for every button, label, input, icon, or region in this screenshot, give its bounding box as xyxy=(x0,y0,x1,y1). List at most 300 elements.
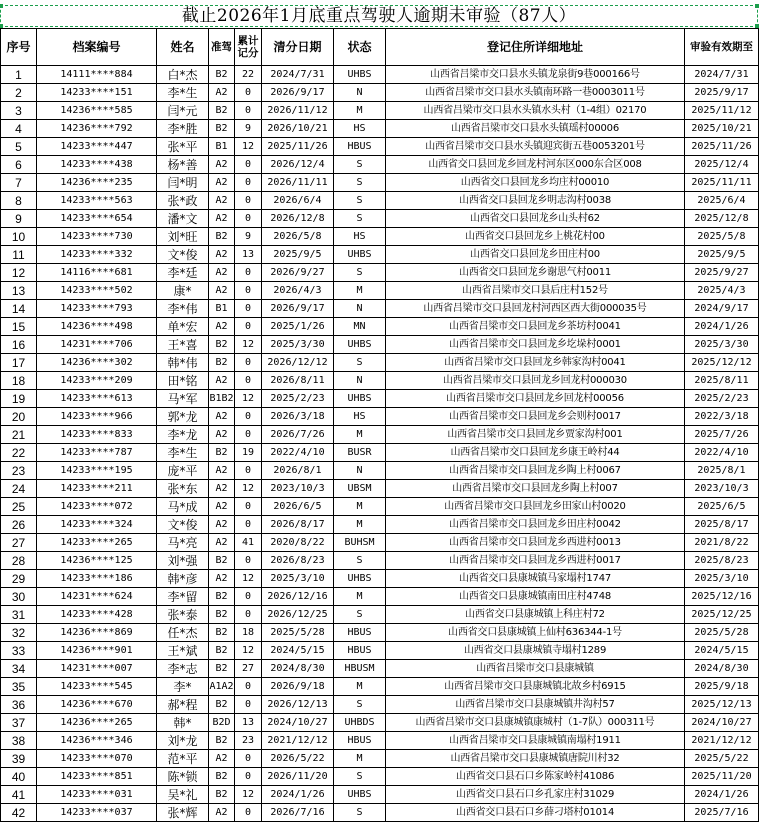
cell-valid-until[interactable]: 2024/1/26 xyxy=(685,786,759,804)
cell-license[interactable]: A2 xyxy=(209,84,235,102)
header-valid-until[interactable]: 审验有效期至 xyxy=(685,29,759,66)
cell-address[interactable]: 山西省吕梁市交口县回龙乡西进村0013 xyxy=(386,534,685,552)
header-seq[interactable]: 序号 xyxy=(1,29,37,66)
cell-address[interactable]: 山西省吕梁市交口县康城镇唐院川村32 xyxy=(386,750,685,768)
cell-clear-date[interactable]: 2026/12/8 xyxy=(262,210,334,228)
cell-file-no[interactable]: 14233****966 xyxy=(37,408,157,426)
cell-license[interactable]: A2 xyxy=(209,516,235,534)
cell-seq[interactable]: 37 xyxy=(1,714,37,732)
cell-points[interactable]: 27 xyxy=(235,660,262,678)
cell-points[interactable]: 0 xyxy=(235,300,262,318)
cell-clear-date[interactable]: 2026/9/17 xyxy=(262,84,334,102)
cell-seq[interactable]: 15 xyxy=(1,318,37,336)
cell-clear-date[interactable]: 2026/11/11 xyxy=(262,174,334,192)
cell-address[interactable]: 山西省吕梁市交口县康城镇北故乡村6915 xyxy=(386,678,685,696)
cell-points[interactable]: 13 xyxy=(235,714,262,732)
cell-clear-date[interactable]: 2026/11/20 xyxy=(262,768,334,786)
cell-address[interactable]: 山西省吕梁市交口县回龙乡陶上村007 xyxy=(386,480,685,498)
cell-address[interactable]: 山西省吕梁市交口县水头镇龙泉街9巷000166号 xyxy=(386,66,685,84)
cell-seq[interactable]: 4 xyxy=(1,120,37,138)
cell-points[interactable]: 0 xyxy=(235,462,262,480)
cell-valid-until[interactable]: 2025/6/4 xyxy=(685,192,759,210)
cell-address[interactable]: 山西省吕梁市交口县后庄村152号 xyxy=(386,282,685,300)
cell-file-no[interactable]: 14233****545 xyxy=(37,678,157,696)
cell-name[interactable]: 李*生 xyxy=(157,444,209,462)
cell-name[interactable]: 杨*善 xyxy=(157,156,209,174)
cell-name[interactable]: 康* xyxy=(157,282,209,300)
cell-file-no[interactable]: 14236****670 xyxy=(37,696,157,714)
cell-status[interactable]: HS xyxy=(334,120,386,138)
cell-address[interactable]: 山西省吕梁市交口县回龙乡茶坊村0041 xyxy=(386,318,685,336)
cell-status[interactable]: N xyxy=(334,372,386,390)
cell-license[interactable]: B2 xyxy=(209,102,235,120)
cell-points[interactable]: 23 xyxy=(235,732,262,750)
header-address[interactable]: 登记住所详细地址 xyxy=(386,29,685,66)
cell-file-no[interactable]: 14233****730 xyxy=(37,228,157,246)
cell-status[interactable]: M xyxy=(334,516,386,534)
cell-file-no[interactable]: 14233****151 xyxy=(37,84,157,102)
cell-seq[interactable]: 12 xyxy=(1,264,37,282)
cell-clear-date[interactable]: 2026/8/17 xyxy=(262,516,334,534)
cell-license[interactable]: B2 xyxy=(209,552,235,570)
cell-status[interactable]: S xyxy=(334,354,386,372)
cell-license[interactable]: A2 xyxy=(209,804,235,822)
cell-address[interactable]: 山西省吕梁市交口县回龙村河西区西大街000035号 xyxy=(386,300,685,318)
cell-license[interactable]: A2 xyxy=(209,750,235,768)
cell-valid-until[interactable]: 2024/5/15 xyxy=(685,642,759,660)
cell-points[interactable]: 0 xyxy=(235,156,262,174)
cell-status[interactable]: UHBS xyxy=(334,570,386,588)
cell-valid-until[interactable]: 2025/10/21 xyxy=(685,120,759,138)
cell-seq[interactable]: 18 xyxy=(1,372,37,390)
cell-name[interactable]: 单*宏 xyxy=(157,318,209,336)
cell-name[interactable]: 刘*龙 xyxy=(157,732,209,750)
cell-address[interactable]: 山西省交口县回龙乡上桃花村00 xyxy=(386,228,685,246)
cell-address[interactable]: 山西省吕梁市交口县回龙乡康王岭村44 xyxy=(386,444,685,462)
cell-name[interactable]: 李*志 xyxy=(157,660,209,678)
cell-points[interactable]: 0 xyxy=(235,84,262,102)
cell-address[interactable]: 山西省吕梁市交口县回龙乡韩家沟村0041 xyxy=(386,354,685,372)
cell-status[interactable]: M xyxy=(334,588,386,606)
cell-license[interactable]: A2 xyxy=(209,408,235,426)
cell-license[interactable]: B1 xyxy=(209,138,235,156)
cell-valid-until[interactable]: 2021/12/12 xyxy=(685,732,759,750)
cell-points[interactable]: 12 xyxy=(235,138,262,156)
header-file-no[interactable]: 档案编号 xyxy=(37,29,157,66)
cell-address[interactable]: 山西省吕梁市交口县水头镇水头村（1-4组）02170 xyxy=(386,102,685,120)
cell-file-no[interactable]: 14233****211 xyxy=(37,480,157,498)
cell-valid-until[interactable]: 2022/3/18 xyxy=(685,408,759,426)
cell-seq[interactable]: 31 xyxy=(1,606,37,624)
cell-license[interactable]: B2 xyxy=(209,444,235,462)
cell-name[interactable]: 李*留 xyxy=(157,588,209,606)
cell-seq[interactable]: 41 xyxy=(1,786,37,804)
cell-points[interactable]: 12 xyxy=(235,480,262,498)
cell-clear-date[interactable]: 2025/1/26 xyxy=(262,318,334,336)
header-points[interactable]: 累计记分 xyxy=(235,29,262,66)
cell-valid-until[interactable]: 2025/11/20 xyxy=(685,768,759,786)
cell-status[interactable]: HBUS xyxy=(334,624,386,642)
cell-points[interactable]: 0 xyxy=(235,696,262,714)
cell-status[interactable]: HBUS xyxy=(334,642,386,660)
cell-name[interactable]: 马*成 xyxy=(157,498,209,516)
cell-status[interactable]: S xyxy=(334,210,386,228)
cell-name[interactable]: 闫*元 xyxy=(157,102,209,120)
cell-license[interactable]: A2 xyxy=(209,462,235,480)
cell-status[interactable]: UHBDS xyxy=(334,714,386,732)
cell-points[interactable]: 0 xyxy=(235,102,262,120)
cell-status[interactable]: HBUSM xyxy=(334,660,386,678)
cell-address[interactable]: 山西省交口县石口乡孔家庄村31029 xyxy=(386,786,685,804)
cell-clear-date[interactable]: 2020/8/22 xyxy=(262,534,334,552)
cell-status[interactable]: M xyxy=(334,678,386,696)
cell-points[interactable]: 0 xyxy=(235,372,262,390)
cell-license[interactable]: B2 xyxy=(209,120,235,138)
cell-address[interactable]: 山西省交口县回龙乡回龙村河东区000东合区008 xyxy=(386,156,685,174)
cell-license[interactable]: B2 xyxy=(209,228,235,246)
header-status[interactable]: 状态 xyxy=(334,29,386,66)
cell-license[interactable]: B2 xyxy=(209,642,235,660)
cell-status[interactable]: S xyxy=(334,606,386,624)
cell-seq[interactable]: 39 xyxy=(1,750,37,768)
cell-seq[interactable]: 21 xyxy=(1,426,37,444)
cell-status[interactable]: BUHSM xyxy=(334,534,386,552)
cell-valid-until[interactable]: 2021/8/22 xyxy=(685,534,759,552)
cell-name[interactable]: 李* xyxy=(157,678,209,696)
cell-status[interactable]: M xyxy=(334,282,386,300)
cell-clear-date[interactable]: 2026/8/1 xyxy=(262,462,334,480)
cell-address[interactable]: 山西省吕梁市交口县回龙乡田庄村0042 xyxy=(386,516,685,534)
cell-name[interactable]: 范*平 xyxy=(157,750,209,768)
cell-clear-date[interactable]: 2025/3/10 xyxy=(262,570,334,588)
cell-file-no[interactable]: 14231****007 xyxy=(37,660,157,678)
cell-name[interactable]: 张*东 xyxy=(157,480,209,498)
cell-address[interactable]: 山西省吕梁市交口县康城镇井沟村57 xyxy=(386,696,685,714)
cell-valid-until[interactable]: 2025/9/17 xyxy=(685,84,759,102)
cell-clear-date[interactable]: 2026/6/5 xyxy=(262,498,334,516)
cell-clear-date[interactable]: 2025/2/23 xyxy=(262,390,334,408)
cell-valid-until[interactable]: 2025/12/16 xyxy=(685,588,759,606)
cell-file-no[interactable]: 14233****195 xyxy=(37,462,157,480)
cell-status[interactable]: M xyxy=(334,426,386,444)
cell-status[interactable]: S xyxy=(334,174,386,192)
cell-valid-until[interactable]: 2024/1/26 xyxy=(685,318,759,336)
cell-file-no[interactable]: 14233****613 xyxy=(37,390,157,408)
cell-license[interactable]: A2 xyxy=(209,156,235,174)
cell-points[interactable]: 18 xyxy=(235,624,262,642)
cell-license[interactable]: A2 xyxy=(209,498,235,516)
cell-points[interactable]: 12 xyxy=(235,642,262,660)
cell-points[interactable]: 41 xyxy=(235,534,262,552)
header-license[interactable]: 准驾 xyxy=(209,29,235,66)
cell-name[interactable]: 马*亮 xyxy=(157,534,209,552)
cell-address[interactable]: 山西省交口县康城镇南田庄村4748 xyxy=(386,588,685,606)
cell-clear-date[interactable]: 2026/5/22 xyxy=(262,750,334,768)
cell-status[interactable]: S xyxy=(334,696,386,714)
cell-seq[interactable]: 13 xyxy=(1,282,37,300)
cell-file-no[interactable]: 14233****031 xyxy=(37,786,157,804)
cell-valid-until[interactable]: 2023/10/3 xyxy=(685,480,759,498)
cell-clear-date[interactable]: 2026/12/16 xyxy=(262,588,334,606)
cell-license[interactable]: A2 xyxy=(209,282,235,300)
cell-license[interactable]: B2 xyxy=(209,606,235,624)
cell-name[interactable]: 文*俊 xyxy=(157,516,209,534)
cell-valid-until[interactable]: 2025/9/27 xyxy=(685,264,759,282)
cell-name[interactable]: 李*龙 xyxy=(157,426,209,444)
cell-seq[interactable]: 7 xyxy=(1,174,37,192)
cell-points[interactable]: 0 xyxy=(235,678,262,696)
cell-valid-until[interactable]: 2025/9/5 xyxy=(685,246,759,264)
cell-license[interactable]: A2 xyxy=(209,372,235,390)
cell-seq[interactable]: 2 xyxy=(1,84,37,102)
cell-seq[interactable]: 34 xyxy=(1,660,37,678)
cell-address[interactable]: 山西省吕梁市交口县回龙乡会则村0017 xyxy=(386,408,685,426)
cell-address[interactable]: 山西省吕梁市交口县回龙乡回龙村00056 xyxy=(386,390,685,408)
cell-name[interactable]: 马*军 xyxy=(157,390,209,408)
cell-seq[interactable]: 14 xyxy=(1,300,37,318)
cell-points[interactable]: 0 xyxy=(235,354,262,372)
cell-status[interactable]: S xyxy=(334,768,386,786)
cell-file-no[interactable]: 14236****235 xyxy=(37,174,157,192)
cell-seq[interactable]: 17 xyxy=(1,354,37,372)
cell-license[interactable]: A2 xyxy=(209,264,235,282)
cell-valid-until[interactable]: 2025/12/8 xyxy=(685,210,759,228)
cell-file-no[interactable]: 14233****324 xyxy=(37,516,157,534)
cell-file-no[interactable]: 14233****447 xyxy=(37,138,157,156)
cell-address[interactable]: 山西省吕梁市交口县康城镇康城村（1-7队）000311号 xyxy=(386,714,685,732)
cell-valid-until[interactable]: 2025/11/26 xyxy=(685,138,759,156)
cell-valid-until[interactable]: 2025/8/1 xyxy=(685,462,759,480)
cell-seq[interactable]: 27 xyxy=(1,534,37,552)
cell-points[interactable]: 0 xyxy=(235,318,262,336)
cell-points[interactable]: 12 xyxy=(235,390,262,408)
cell-name[interactable]: 王*斌 xyxy=(157,642,209,660)
cell-valid-until[interactable]: 2025/2/23 xyxy=(685,390,759,408)
cell-points[interactable]: 0 xyxy=(235,804,262,822)
cell-name[interactable]: 李*生 xyxy=(157,84,209,102)
cell-seq[interactable]: 42 xyxy=(1,804,37,822)
cell-file-no[interactable]: 14233****186 xyxy=(37,570,157,588)
cell-address[interactable]: 山西省交口县回龙乡均庄村00010 xyxy=(386,174,685,192)
cell-points[interactable]: 13 xyxy=(235,246,262,264)
cell-name[interactable]: 庞*平 xyxy=(157,462,209,480)
cell-status[interactable]: HS xyxy=(334,228,386,246)
cell-name[interactable]: 文*俊 xyxy=(157,246,209,264)
cell-status[interactable]: S xyxy=(334,192,386,210)
cell-valid-until[interactable]: 2025/8/11 xyxy=(685,372,759,390)
cell-clear-date[interactable]: 2026/12/4 xyxy=(262,156,334,174)
cell-file-no[interactable]: 14233****209 xyxy=(37,372,157,390)
header-name[interactable]: 姓名 xyxy=(157,29,209,66)
cell-status[interactable]: S xyxy=(334,552,386,570)
cell-valid-until[interactable]: 2025/8/23 xyxy=(685,552,759,570)
cell-seq[interactable]: 6 xyxy=(1,156,37,174)
cell-seq[interactable]: 23 xyxy=(1,462,37,480)
cell-file-no[interactable]: 14233****072 xyxy=(37,498,157,516)
cell-clear-date[interactable]: 2026/12/12 xyxy=(262,354,334,372)
cell-status[interactable]: N xyxy=(334,300,386,318)
cell-file-no[interactable]: 14116****681 xyxy=(37,264,157,282)
cell-name[interactable]: 潘*文 xyxy=(157,210,209,228)
cell-address[interactable]: 山西省吕梁市交口县康城镇 xyxy=(386,660,685,678)
cell-license[interactable]: A1A2 xyxy=(209,678,235,696)
cell-clear-date[interactable]: 2021/12/12 xyxy=(262,732,334,750)
cell-name[interactable]: 李*胜 xyxy=(157,120,209,138)
cell-valid-until[interactable]: 2022/4/10 xyxy=(685,444,759,462)
cell-seq[interactable]: 38 xyxy=(1,732,37,750)
cell-file-no[interactable]: 14236****792 xyxy=(37,120,157,138)
cell-address[interactable]: 山西省交口县康城镇上仙村636344-1号 xyxy=(386,624,685,642)
cell-valid-until[interactable]: 2025/5/22 xyxy=(685,750,759,768)
cell-clear-date[interactable]: 2025/5/28 xyxy=(262,624,334,642)
cell-file-no[interactable]: 14233****037 xyxy=(37,804,157,822)
cell-name[interactable]: 郭*龙 xyxy=(157,408,209,426)
cell-points[interactable]: 0 xyxy=(235,606,262,624)
cell-license[interactable]: A2 xyxy=(209,192,235,210)
cell-name[interactable]: 李*廷 xyxy=(157,264,209,282)
cell-seq[interactable]: 8 xyxy=(1,192,37,210)
cell-clear-date[interactable]: 2024/8/30 xyxy=(262,660,334,678)
cell-name[interactable]: 张*政 xyxy=(157,192,209,210)
cell-license[interactable]: B2 xyxy=(209,588,235,606)
cell-points[interactable]: 12 xyxy=(235,570,262,588)
cell-clear-date[interactable]: 2026/8/23 xyxy=(262,552,334,570)
cell-file-no[interactable]: 14231****706 xyxy=(37,336,157,354)
cell-points[interactable]: 0 xyxy=(235,750,262,768)
cell-name[interactable]: 王*喜 xyxy=(157,336,209,354)
cell-address[interactable]: 山西省吕梁市交口县水头镇南环路一巷0003011号 xyxy=(386,84,685,102)
cell-status[interactable]: UHBS xyxy=(334,246,386,264)
cell-address[interactable]: 山西省交口县回龙乡谢思气村0011 xyxy=(386,264,685,282)
cell-valid-until[interactable]: 2024/9/17 xyxy=(685,300,759,318)
cell-valid-until[interactable]: 2025/6/5 xyxy=(685,498,759,516)
cell-valid-until[interactable]: 2025/5/8 xyxy=(685,228,759,246)
cell-license[interactable]: B2 xyxy=(209,354,235,372)
cell-file-no[interactable]: 14233****332 xyxy=(37,246,157,264)
cell-valid-until[interactable]: 2024/7/31 xyxy=(685,66,759,84)
cell-license[interactable]: B2 xyxy=(209,66,235,84)
cell-valid-until[interactable]: 2025/5/28 xyxy=(685,624,759,642)
cell-clear-date[interactable]: 2026/3/18 xyxy=(262,408,334,426)
cell-clear-date[interactable]: 2026/9/18 xyxy=(262,678,334,696)
cell-points[interactable]: 0 xyxy=(235,516,262,534)
cell-seq[interactable]: 16 xyxy=(1,336,37,354)
cell-seq[interactable]: 25 xyxy=(1,498,37,516)
cell-file-no[interactable]: 14236****125 xyxy=(37,552,157,570)
cell-points[interactable]: 0 xyxy=(235,768,262,786)
cell-file-no[interactable]: 14233****502 xyxy=(37,282,157,300)
cell-points[interactable]: 0 xyxy=(235,408,262,426)
cell-file-no[interactable]: 14233****787 xyxy=(37,444,157,462)
cell-valid-until[interactable]: 2024/8/30 xyxy=(685,660,759,678)
cell-status[interactable]: HS xyxy=(334,408,386,426)
cell-license[interactable]: A2 xyxy=(209,174,235,192)
cell-valid-until[interactable]: 2025/9/18 xyxy=(685,678,759,696)
cell-license[interactable]: B2 xyxy=(209,336,235,354)
cell-seq[interactable]: 28 xyxy=(1,552,37,570)
cell-file-no[interactable]: 14236****498 xyxy=(37,318,157,336)
cell-address[interactable]: 山西省吕梁市交口县回龙乡田家山村0020 xyxy=(386,498,685,516)
cell-seq[interactable]: 30 xyxy=(1,588,37,606)
cell-valid-until[interactable]: 2025/11/11 xyxy=(685,174,759,192)
cell-points[interactable]: 0 xyxy=(235,588,262,606)
cell-file-no[interactable]: 14236****901 xyxy=(37,642,157,660)
cell-status[interactable]: S xyxy=(334,264,386,282)
cell-status[interactable]: BUSR xyxy=(334,444,386,462)
cell-license[interactable]: A2 xyxy=(209,246,235,264)
cell-valid-until[interactable]: 2025/3/30 xyxy=(685,336,759,354)
cell-clear-date[interactable]: 2026/11/12 xyxy=(262,102,334,120)
cell-name[interactable]: 田*铭 xyxy=(157,372,209,390)
cell-file-no[interactable]: 14236****346 xyxy=(37,732,157,750)
cell-clear-date[interactable]: 2024/7/31 xyxy=(262,66,334,84)
cell-address[interactable]: 山西省吕梁市交口县回龙乡回龙村000030 xyxy=(386,372,685,390)
cell-name[interactable]: 吴*礼 xyxy=(157,786,209,804)
cell-seq[interactable]: 36 xyxy=(1,696,37,714)
cell-points[interactable]: 9 xyxy=(235,228,262,246)
cell-valid-until[interactable]: 2025/8/17 xyxy=(685,516,759,534)
cell-status[interactable]: UBSM xyxy=(334,480,386,498)
cell-valid-until[interactable]: 2025/12/4 xyxy=(685,156,759,174)
cell-valid-until[interactable]: 2025/12/25 xyxy=(685,606,759,624)
cell-clear-date[interactable]: 2025/9/5 xyxy=(262,246,334,264)
cell-clear-date[interactable]: 2023/10/3 xyxy=(262,480,334,498)
cell-clear-date[interactable]: 2026/5/8 xyxy=(262,228,334,246)
cell-clear-date[interactable]: 2026/12/13 xyxy=(262,696,334,714)
cell-address[interactable]: 山西省交口县回龙乡明志沟村0038 xyxy=(386,192,685,210)
cell-file-no[interactable]: 14231****624 xyxy=(37,588,157,606)
cell-status[interactable]: MN xyxy=(334,318,386,336)
cell-seq[interactable]: 33 xyxy=(1,642,37,660)
cell-license[interactable]: A2 xyxy=(209,318,235,336)
cell-valid-until[interactable]: 2025/11/12 xyxy=(685,102,759,120)
cell-status[interactable]: M xyxy=(334,750,386,768)
cell-status[interactable]: N xyxy=(334,462,386,480)
selection-handle-icon[interactable] xyxy=(755,4,759,8)
cell-status[interactable]: UHBS xyxy=(334,336,386,354)
cell-seq[interactable]: 24 xyxy=(1,480,37,498)
cell-file-no[interactable]: 14233****851 xyxy=(37,768,157,786)
cell-seq[interactable]: 3 xyxy=(1,102,37,120)
cell-status[interactable]: UHBS xyxy=(334,390,386,408)
cell-seq[interactable]: 9 xyxy=(1,210,37,228)
cell-name[interactable]: 陈*锁 xyxy=(157,768,209,786)
cell-seq[interactable]: 35 xyxy=(1,678,37,696)
cell-file-no[interactable]: 14233****833 xyxy=(37,426,157,444)
cell-points[interactable]: 0 xyxy=(235,174,262,192)
cell-clear-date[interactable]: 2026/7/26 xyxy=(262,426,334,444)
cell-address[interactable]: 山西省交口县石口乡薛刁塔村01014 xyxy=(386,804,685,822)
cell-license[interactable]: B2 xyxy=(209,732,235,750)
cell-license[interactable]: B2 xyxy=(209,768,235,786)
cell-points[interactable]: 0 xyxy=(235,426,262,444)
cell-status[interactable]: UHBS xyxy=(334,786,386,804)
cell-name[interactable]: 任*杰 xyxy=(157,624,209,642)
cell-license[interactable]: B2D xyxy=(209,714,235,732)
cell-license[interactable]: A2 xyxy=(209,570,235,588)
cell-license[interactable]: B2 xyxy=(209,660,235,678)
cell-points[interactable]: 0 xyxy=(235,552,262,570)
cell-file-no[interactable]: 14236****869 xyxy=(37,624,157,642)
cell-name[interactable]: 刘*强 xyxy=(157,552,209,570)
selection-handle-icon[interactable] xyxy=(0,4,3,8)
cell-status[interactable]: M xyxy=(334,102,386,120)
cell-file-no[interactable]: 14233****563 xyxy=(37,192,157,210)
cell-valid-until[interactable]: 2025/12/12 xyxy=(685,354,759,372)
cell-address[interactable]: 山西省吕梁市交口县回龙乡贾家沟村001 xyxy=(386,426,685,444)
cell-clear-date[interactable]: 2026/12/25 xyxy=(262,606,334,624)
cell-address[interactable]: 山西省交口县康城镇马家塌村1747 xyxy=(386,570,685,588)
